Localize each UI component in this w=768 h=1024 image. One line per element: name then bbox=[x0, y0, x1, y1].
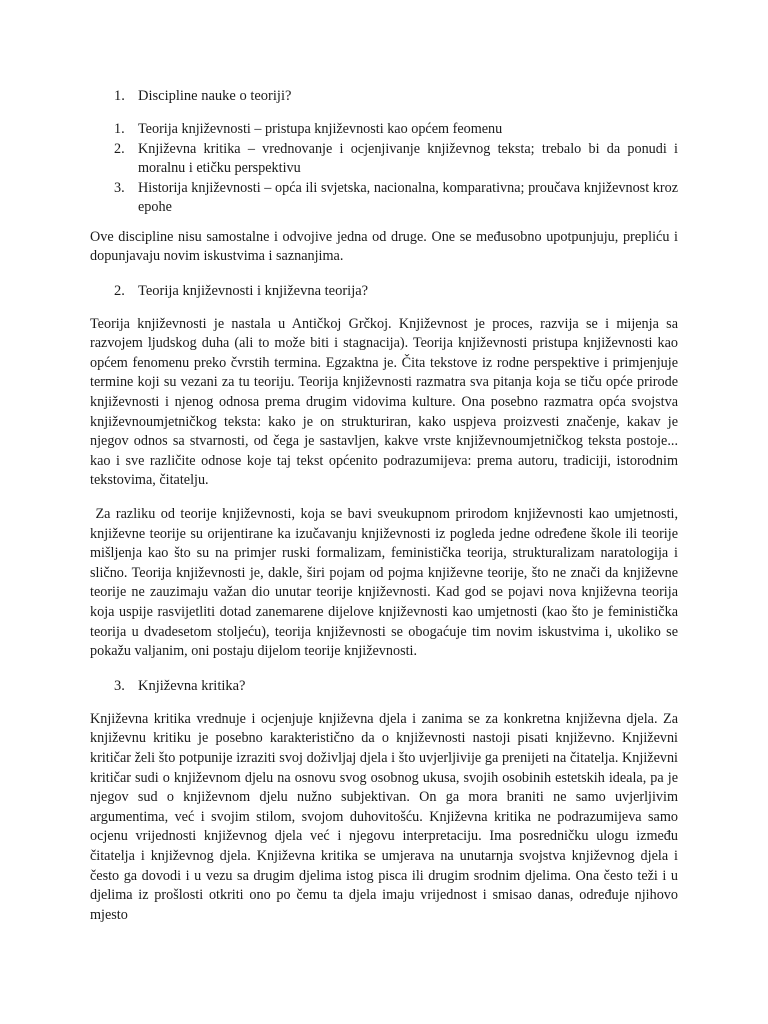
question-3 bbox=[114, 676, 678, 696]
paragraph: Teorija književnosti je nastala u Antičkoj Grčkoj. Književnost je proces, razvija se i mijenja sa razvojem ljudskog duha (ali to može biti i stagnacija). Teorija književnosti pristupa književnosti kao općem fenomenu preko čvrstih termina. Egzaktna je. Čita tekstove iz rodne perspektive i primjenjuje termine koji su vezani za tu teoriju. Teorija književnosti razmatra sva pitanja koja se tiču opće prirode književnosti i njenog odnosa prema drugim vidovima kulture. Ona posebno razmatra opća svojstva književnoumjetničkog teksta: kako je on strukturiran, kako uspjeva proizvesti značenje, kakav je njegov odnos sa stvarnosti, od čega je sastavljen, kakve vrste književnoumjetničkog teksta postoje... kao i sve različite odnose koje taj tekst općenito podrazumijeva: prema autoru, tradiciji, istorodnim tekstovima, čitatelju. bbox=[90, 315, 678, 489]
paragraph: Književna kritika vrednuje i ocjenjuje književna djela i zanima se za konkretna književna djela. Za književnu kritiku je posebno karakteristično da o književnosti nastoji pisati književno. Književni kritičar želi što potpunije izraziti svoj doživljaj djela i što uvjerljivije ga prenijeti na čitatelja. Književni kritičar sudi o književnom djelu na osnovu svog osobnog ukusa, svojih osobinih estetskih ideala, pa je njegov sud o književnom djelu nužno subjektivan. On ga mora braniti ne samo uvjerljivim argumentima, već i svojim stilom, svojom duhovitošću. Književna kritika ne podrazumijeva samo ocjenu vrijednosti književnog djela već i njegovu interpretaciju. Ima posredničku ulogu između čitatelja i književnog djela. Književna kritika se umjerava na unutarnja svojstva književnog djela i često ga dovodi i u vezu sa drugim djelima istog pisca ili drugim srodnim djelima. Ona često teži i u djelima iz prošlosti otkriti ono po čemu ta djela imaju vrijednost i smisao danas, određuje njihovo mjesto bbox=[90, 710, 678, 923]
list-number: 2. bbox=[114, 140, 125, 157]
disciplines-list bbox=[90, 120, 678, 218]
list-item bbox=[90, 179, 678, 218]
list-text: Književna kritika – vrednovanje i ocjenjivanje književnog teksta; trebalo bi da ponudi i moralnu i etičku perspektivu bbox=[138, 140, 678, 176]
list-text: Historija književnosti – opća ili svjetska, nacionalna, komparativna; proučava književnost kroz epohe bbox=[138, 179, 678, 215]
paragraph: Ove discipline nisu samostalne i odvojive jedna od druge. One se međusobno upotpunjuju, prepliću i dopunjavaju novim iskustvima i saznanjima. bbox=[90, 228, 678, 265]
list-text: Teorija književnosti – pristupa književnosti kao općem feomenu bbox=[138, 121, 503, 137]
question-number: 3. bbox=[114, 677, 125, 694]
question-text: Teorija književnosti i književna teorija? bbox=[138, 282, 369, 299]
list-number: 1. bbox=[114, 121, 125, 137]
question-2 bbox=[114, 281, 678, 301]
list-number: 3. bbox=[114, 179, 125, 196]
list-item bbox=[90, 140, 678, 179]
question-text: Književna kritika? bbox=[138, 677, 246, 694]
paragraph: Za razliku od teorije književnosti, koja se bavi sveukupnom prirodom književnosti kao umjetnosti, književne teorije su orijentirane ka izučavanju književnosti iz pogleda jedne određene škole ili teorije mišljenja kao što su na primjer ruski formalizam, feministička teorija, strukturalizam naratologija i slično. Teorija književnosti je, dakle, širi pojam od pojma književne teorije, što ne znači da književne teorije ne zauzimaju važan dio unutar teorije književnosti. Kad god se pojavi nova književna teorija koja uspije rasvijetliti dotad zanemarene dijelove književnosti kao umjetnosti (kao što je feministička teorija u dvadesetom stoljeću), teorija književnosti se obogaćuje tim novim iskustvima i, ukoliko se pokažu valjanim, oni postaju dijelom teorije književnosti. bbox=[90, 506, 682, 660]
question-number: 1. bbox=[114, 88, 125, 104]
question-1 bbox=[114, 86, 678, 106]
question-number: 2. bbox=[114, 282, 125, 299]
question-text: Discipline nauke o teoriji? bbox=[138, 88, 292, 104]
list-item bbox=[90, 120, 678, 140]
